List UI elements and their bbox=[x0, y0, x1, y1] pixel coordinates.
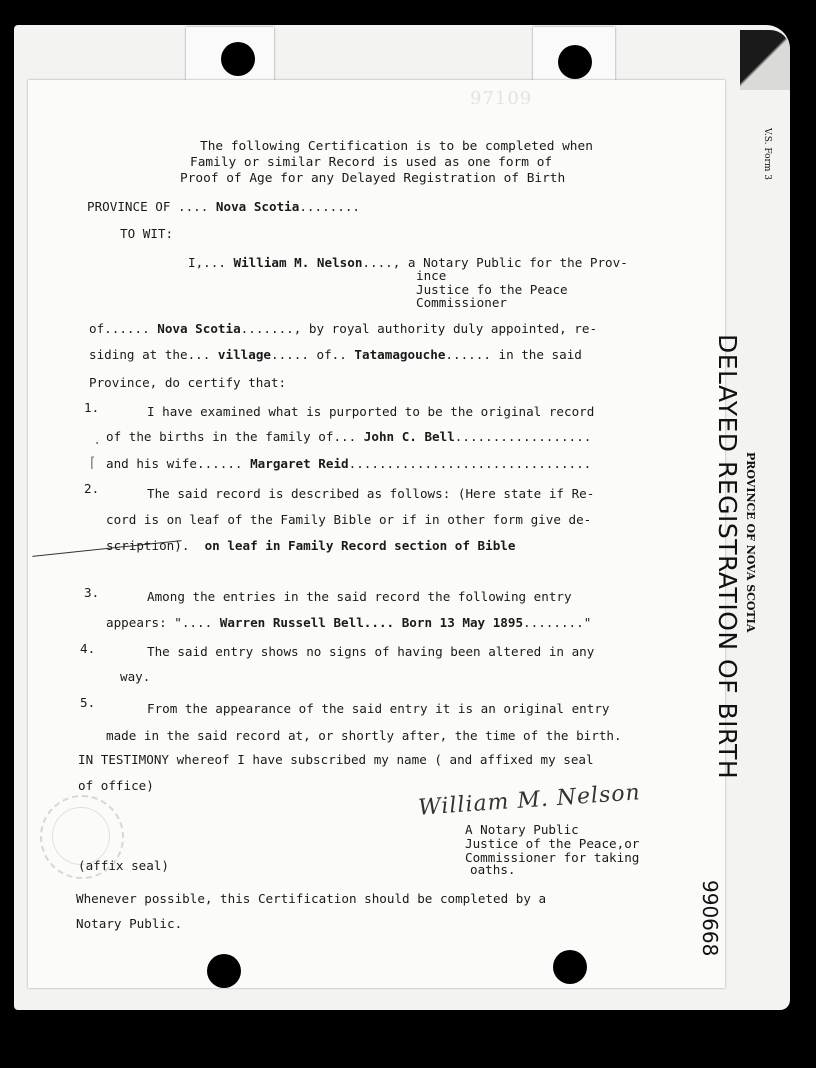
description-label: scription). bbox=[106, 538, 190, 553]
to-wit-label: TO WIT: bbox=[120, 226, 174, 241]
signatory-role: A Notary Public bbox=[465, 822, 579, 837]
mother-dots: ................................ bbox=[348, 456, 592, 471]
item-number: 3. bbox=[84, 585, 100, 600]
item-5-text: From the appearance of the said entry it is an original entry bbox=[147, 701, 610, 716]
serial-number: 990668 bbox=[698, 880, 722, 957]
header-line: Proof of Age for any Delayed Registration of Birth bbox=[180, 171, 566, 186]
of-prefix: of...... bbox=[89, 321, 150, 336]
footer-note: Whenever possible, this Certification should be completed by a bbox=[76, 891, 547, 906]
province-label: PROVINCE OF .... bbox=[87, 199, 209, 214]
of-value: Nova Scotia bbox=[149, 321, 241, 336]
item-1-text bbox=[106, 458, 591, 471]
folded-corner bbox=[740, 30, 790, 90]
signatory-role: Commissioner for taking bbox=[465, 850, 640, 865]
handwritten-signature: William M. Nelson bbox=[417, 780, 642, 821]
footer-note: Notary Public. bbox=[76, 916, 183, 931]
header-line: The following Certification is to be completed when bbox=[200, 139, 593, 154]
father-name: John C. Bell bbox=[356, 429, 455, 444]
certify-line: Province, do certify that: bbox=[89, 375, 287, 390]
affix-seal-label: (affix seal) bbox=[78, 858, 169, 873]
punch-hole-bottom-left bbox=[207, 954, 241, 988]
father-dots: .................. bbox=[454, 429, 592, 444]
form-id: V.S. Form 3 bbox=[762, 128, 772, 180]
wife-prefix: and his wife...... bbox=[106, 456, 243, 471]
side-province: PROVINCE OF NOVA SCOTIA bbox=[744, 452, 757, 633]
item-4-text: way. bbox=[120, 669, 151, 684]
item-4-text: The said entry shows no signs of having been altered in any bbox=[147, 644, 595, 659]
testimony-line: IN TESTIMONY whereof I have subscribed my name ( and affixed my seal bbox=[78, 752, 594, 767]
item-2-text: The said record is described as follows: (Here state if Re- bbox=[147, 486, 595, 501]
header-line: Family or similar Record is used as one form of bbox=[190, 155, 553, 170]
item-2-text: cord is on leaf of the Family Bible or if in other form give de- bbox=[106, 512, 592, 527]
place-name: Tatamagouche bbox=[346, 347, 446, 362]
province-line bbox=[87, 201, 360, 214]
signatory-role: Justice of the Peace,or bbox=[465, 836, 640, 851]
province-value: Nova Scotia bbox=[208, 199, 300, 214]
residing-mid: ..... of.. bbox=[271, 347, 347, 362]
residing-suffix: ...... in the said bbox=[445, 347, 582, 362]
declarant-prefix: I,... bbox=[188, 255, 226, 270]
margin-tick: . bbox=[93, 432, 102, 448]
role-line: Justice fo the Peace bbox=[416, 282, 568, 297]
punch-hole-bottom-right bbox=[553, 950, 587, 984]
birth-entry: Warren Russell Bell.... Born 13 May 1895 bbox=[212, 615, 524, 630]
of-line bbox=[89, 323, 597, 336]
province-dots: ........ bbox=[299, 199, 360, 214]
residing-prefix: siding at the... bbox=[89, 347, 211, 362]
entry-suffix: ........" bbox=[523, 615, 592, 630]
of-suffix: ......., by royal authority duly appointed, re- bbox=[240, 321, 598, 336]
testimony-line: of office) bbox=[78, 778, 154, 793]
document-title: DELAYED REGISTRATION OF BIRTH bbox=[713, 334, 742, 780]
family-prefix: of the births in the family of... bbox=[106, 429, 357, 444]
item-5-text: made in the said record at, or shortly after, the time of the birth. bbox=[106, 728, 622, 743]
item-3-text bbox=[106, 617, 591, 630]
item-2-text bbox=[106, 540, 515, 553]
place-type: village bbox=[210, 347, 271, 362]
punch-hole-top-right bbox=[558, 45, 592, 79]
entry-prefix: appears: ".... bbox=[106, 615, 213, 630]
stamped-number: 97109 bbox=[470, 88, 533, 109]
role-line: Commissioner bbox=[416, 295, 507, 310]
item-number: 4. bbox=[80, 641, 96, 656]
declarant-name: William M. Nelson bbox=[225, 255, 363, 270]
item-number: 1. bbox=[84, 400, 100, 415]
item-1-text: I have examined what is purported to be the original record bbox=[147, 404, 595, 419]
signatory-role: oaths. bbox=[470, 862, 516, 877]
record-description: on leaf in Family Record section of Bible bbox=[204, 538, 516, 553]
declarant-suffix: ...., a Notary Public for the Prov- bbox=[362, 255, 628, 270]
mother-name: Margaret Reid bbox=[242, 456, 349, 471]
item-number: 5. bbox=[80, 695, 96, 710]
item-3-text: Among the entries in the said record the following entry bbox=[147, 589, 572, 604]
declarant-line bbox=[188, 257, 628, 270]
punch-hole-top-left bbox=[221, 42, 255, 76]
margin-tick: ⌈ bbox=[88, 455, 97, 471]
item-1-text bbox=[106, 431, 591, 444]
role-line: ince bbox=[416, 268, 447, 283]
item-number: 2. bbox=[84, 481, 100, 496]
residing-line bbox=[89, 349, 582, 362]
